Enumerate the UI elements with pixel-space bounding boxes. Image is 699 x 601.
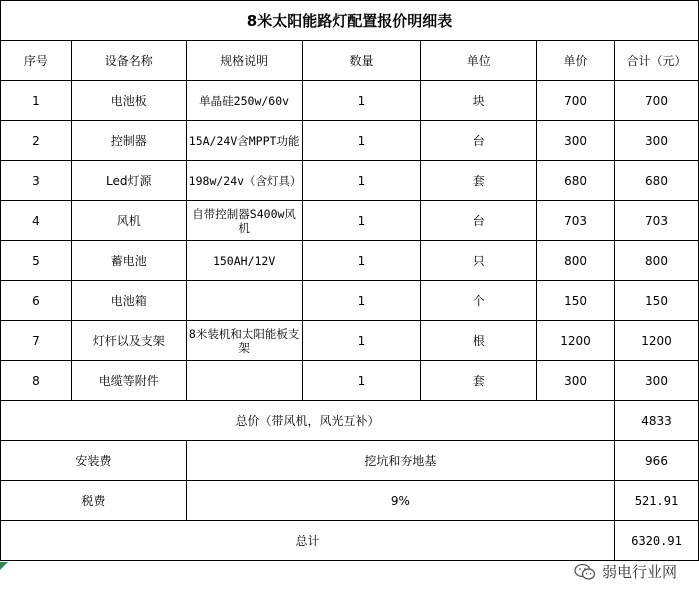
cell-name: 电池板 bbox=[71, 81, 186, 121]
cell-price: 150 bbox=[537, 281, 615, 321]
table-row bbox=[1, 321, 699, 361]
cell-spec: 自带控制器S400w风机 bbox=[186, 201, 302, 241]
header-row bbox=[1, 41, 699, 81]
header-name: 设备名称 bbox=[71, 41, 186, 81]
cell-qty: 1 bbox=[302, 161, 421, 201]
cell-unit: 台 bbox=[421, 201, 537, 241]
cell-no: 8 bbox=[1, 361, 72, 401]
cell-spec: 198w/24v（含灯具） bbox=[186, 161, 302, 201]
cell-total: 703 bbox=[615, 201, 699, 241]
cell-spec bbox=[186, 281, 302, 321]
cell-qty: 1 bbox=[302, 121, 421, 161]
tax-row bbox=[1, 481, 699, 521]
tax-rate: 9% bbox=[186, 481, 614, 521]
cell-unit: 套 bbox=[421, 361, 537, 401]
install-row bbox=[1, 441, 699, 481]
cell-qty: 1 bbox=[302, 361, 421, 401]
cell-total: 150 bbox=[615, 281, 699, 321]
subtotal-label: 总价（带风机，风光互补） bbox=[1, 401, 615, 441]
cell-unit: 根 bbox=[421, 321, 537, 361]
cell-unit: 只 bbox=[421, 241, 537, 281]
cell-name: 控制器 bbox=[71, 121, 186, 161]
cell-unit: 个 bbox=[421, 281, 537, 321]
cell-price: 680 bbox=[537, 161, 615, 201]
cell-price: 300 bbox=[537, 121, 615, 161]
cell-total: 700 bbox=[615, 81, 699, 121]
cell-spec bbox=[186, 361, 302, 401]
cell-qty: 1 bbox=[302, 81, 421, 121]
sheet-corner-marker bbox=[0, 562, 8, 570]
cell-no: 1 bbox=[1, 81, 72, 121]
install-desc: 挖坑和夯地基 bbox=[186, 441, 614, 481]
cell-no: 2 bbox=[1, 121, 72, 161]
cell-no: 5 bbox=[1, 241, 72, 281]
cell-name: 电缆等附件 bbox=[71, 361, 186, 401]
cell-price: 300 bbox=[537, 361, 615, 401]
cell-spec: 8米装机和太阳能板支架 bbox=[186, 321, 302, 361]
header-qty: 数量 bbox=[302, 41, 421, 81]
cell-total: 680 bbox=[615, 161, 699, 201]
watermark-text: 弱电行业网 bbox=[601, 563, 677, 581]
cell-spec: 150AH/12V bbox=[186, 241, 302, 281]
table-row bbox=[1, 241, 699, 281]
subtotal-row bbox=[1, 401, 699, 441]
cell-qty: 1 bbox=[302, 201, 421, 241]
tax-label: 税费 bbox=[1, 481, 187, 521]
cell-name: 电池箱 bbox=[71, 281, 186, 321]
cell-price: 1200 bbox=[537, 321, 615, 361]
cell-total: 300 bbox=[615, 121, 699, 161]
table-row bbox=[1, 81, 699, 121]
wechat-icon bbox=[574, 563, 596, 581]
cell-name: 蓄电池 bbox=[71, 241, 186, 281]
tax-value: 521.91 bbox=[615, 481, 699, 521]
cell-qty: 1 bbox=[302, 241, 421, 281]
subtotal-value: 4833 bbox=[615, 401, 699, 441]
table-row bbox=[1, 281, 699, 321]
header-total: 合计（元） bbox=[615, 41, 699, 81]
cell-qty: 1 bbox=[302, 321, 421, 361]
cell-name: Led灯源 bbox=[71, 161, 186, 201]
cell-unit: 台 bbox=[421, 121, 537, 161]
cell-name: 风机 bbox=[71, 201, 186, 241]
grand-total-label: 总计 bbox=[1, 521, 615, 561]
cell-no: 3 bbox=[1, 161, 72, 201]
cell-total: 800 bbox=[615, 241, 699, 281]
grand-total-value: 6320.91 bbox=[615, 521, 699, 561]
cell-total: 1200 bbox=[615, 321, 699, 361]
table-row bbox=[1, 361, 699, 401]
cell-qty: 1 bbox=[302, 281, 421, 321]
cell-unit: 块 bbox=[421, 81, 537, 121]
cell-no: 4 bbox=[1, 201, 72, 241]
cell-price: 800 bbox=[537, 241, 615, 281]
cell-price: 703 bbox=[537, 201, 615, 241]
install-value: 966 bbox=[615, 441, 699, 481]
cell-no: 7 bbox=[1, 321, 72, 361]
table-row bbox=[1, 201, 699, 241]
header-no: 序号 bbox=[1, 41, 72, 81]
cell-total: 300 bbox=[615, 361, 699, 401]
install-label: 安装费 bbox=[1, 441, 187, 481]
cell-unit: 套 bbox=[421, 161, 537, 201]
header-spec: 规格说明 bbox=[186, 41, 302, 81]
cell-price: 700 bbox=[537, 81, 615, 121]
watermark bbox=[574, 561, 677, 582]
header-unit: 单位 bbox=[421, 41, 537, 81]
cell-no: 6 bbox=[1, 281, 72, 321]
cell-spec: 15A/24V含MPPT功能 bbox=[186, 121, 302, 161]
grand-total-row bbox=[1, 521, 699, 561]
table-row bbox=[1, 161, 699, 201]
cell-name: 灯杆以及支架 bbox=[71, 321, 186, 361]
cell-spec: 单晶硅250w/60v bbox=[186, 81, 302, 121]
header-price: 单价 bbox=[537, 41, 615, 81]
table-row bbox=[1, 121, 699, 161]
table-title: 8米太阳能路灯配置报价明细表 bbox=[1, 1, 699, 41]
